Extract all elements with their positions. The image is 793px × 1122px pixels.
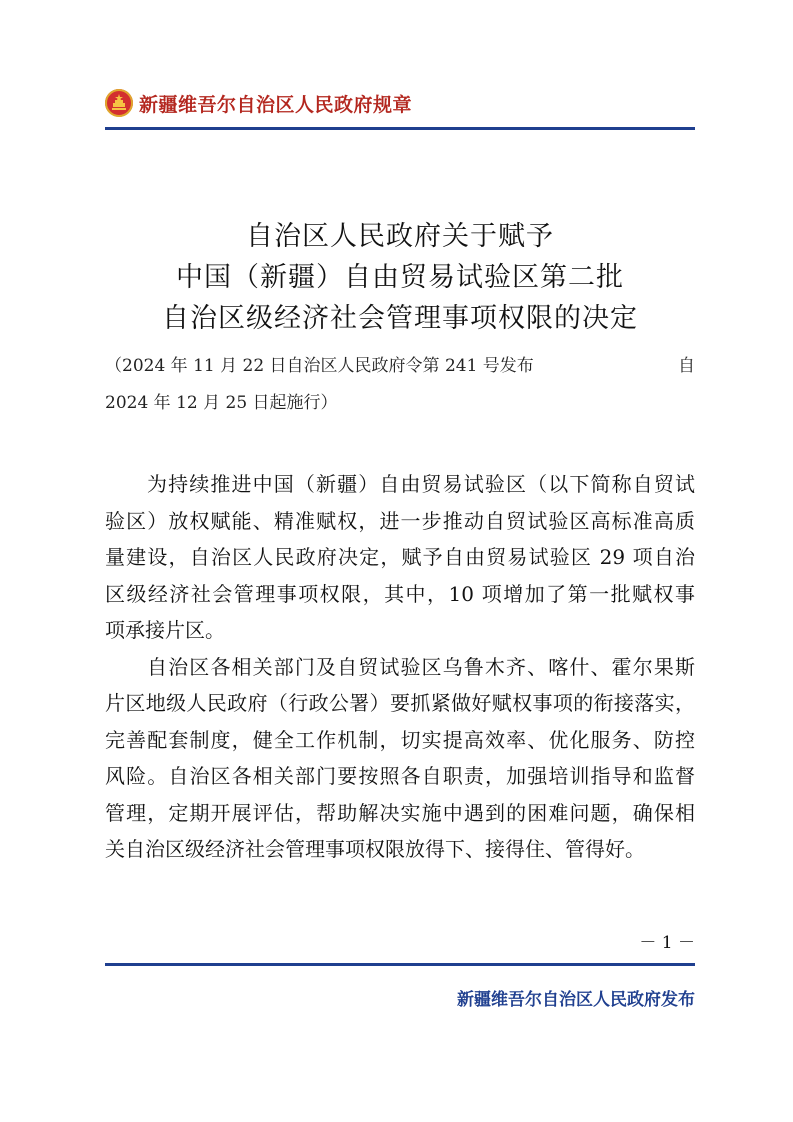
footer-rule <box>105 963 695 966</box>
paragraph-line: 管理，定期开展评估，帮助解决实施中遇到的困难问题，确保相 <box>105 800 695 825</box>
national-emblem-icon <box>105 89 133 117</box>
paragraph-line: 验区）放权赋能、精准赋权，进一步推动自贸试验区高标准高质 <box>105 508 695 533</box>
paragraph-line: 量建设，自治区人民政府决定，赋予自由贸易试验区 29 项自治 <box>105 545 695 569</box>
issue-note-line <box>105 348 695 385</box>
header-rule <box>105 127 695 130</box>
paragraph-line: 为持续推进中国（新疆）自由贸易试验区（以下简称自贸试 <box>147 472 695 496</box>
header-title: 新疆维吾尔自治区人民政府规章 <box>139 93 413 116</box>
document-title <box>105 216 695 339</box>
title-line: 自治区级经济社会管理事项权限的决定 <box>162 303 638 334</box>
paragraph-line: 项承接片区。 <box>105 618 225 642</box>
issue-note <box>105 348 695 422</box>
document-body <box>105 466 695 868</box>
title-line: 中国（新疆）自由贸易试验区第二批 <box>176 262 624 293</box>
paragraph-line: 关自治区级经济社会管理事项权限放得下、接得住、管得好。 <box>105 837 645 861</box>
issue-note-text: （2024 年 11 月 22 日自治区人民政府令第 241 号发布 <box>105 356 534 376</box>
paragraph-line: 自治区各相关部门及自贸试验区乌鲁木齐、喀什、霍尔果斯 <box>147 654 695 679</box>
issue-note-line: 2024 年 12 月 25 日起施行） <box>105 393 338 413</box>
paragraph-line: 区级经济社会管理事项权限，其中，10 项增加了第一批赋权事 <box>105 581 695 606</box>
footer-publisher: 新疆维吾尔自治区人民政府发布 <box>457 990 695 1010</box>
paragraph-line: 片区地级人民政府（行政公署）要抓紧做好赋权事项的衔接落实， <box>105 691 695 715</box>
page-header <box>105 86 695 120</box>
body-paragraph <box>105 649 695 868</box>
title-line: 自治区人民政府关于赋予 <box>246 221 554 252</box>
paragraph-line: 完善配套制度，健全工作机制，切实提高效率、优化服务、防控 <box>105 727 695 752</box>
page-number: － 1 － <box>639 933 695 953</box>
body-paragraph <box>105 466 695 649</box>
paragraph-line: 风险。自治区各相关部门要按照各自职责，加强培训指导和监督 <box>105 764 695 788</box>
issue-note-text: 自 <box>678 356 695 376</box>
